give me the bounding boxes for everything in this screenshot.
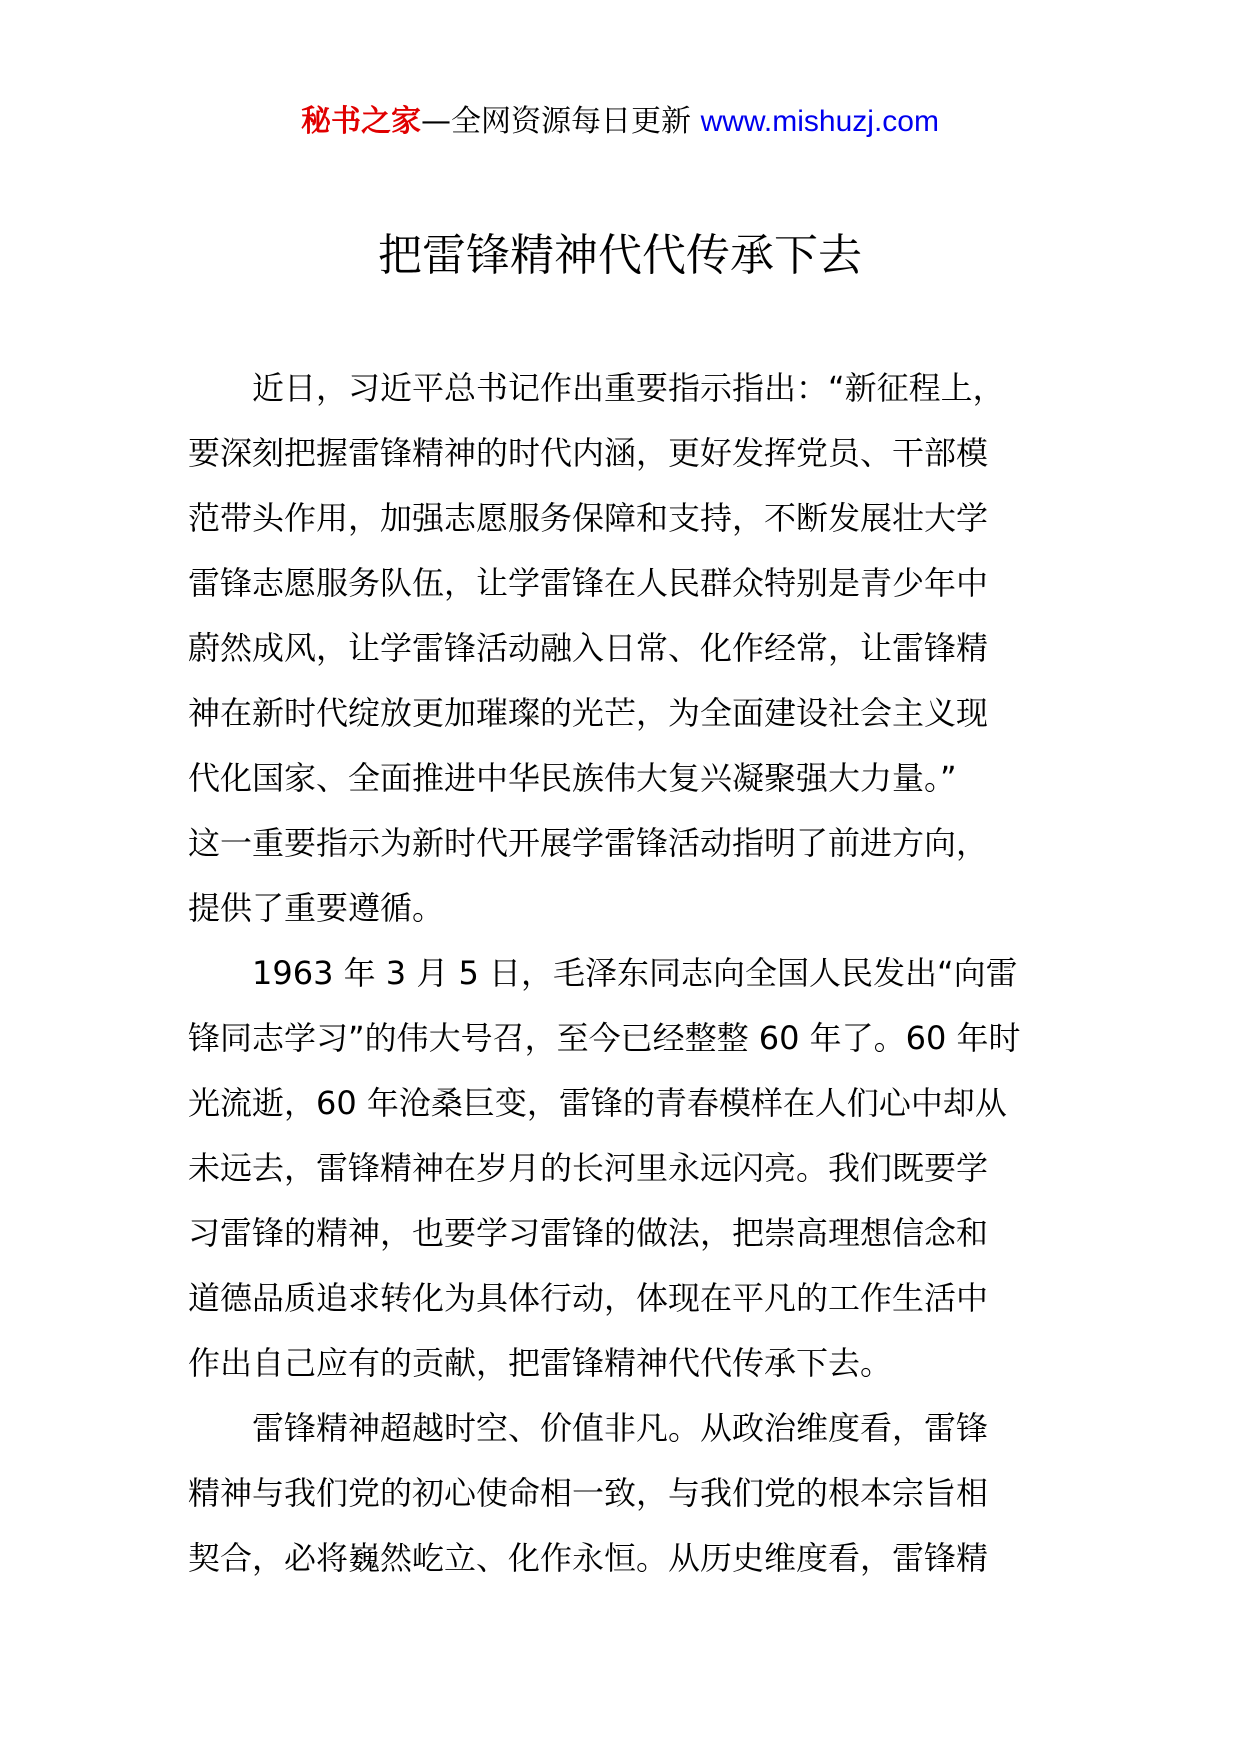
- text-line: 蔚然成风，让学雷锋活动融入日常、化作经常，让雷锋精: [188, 629, 989, 667]
- document-title: 把雷锋精神代代传承下去: [378, 230, 862, 281]
- text-line: 雷锋志愿服务队伍，让学雷锋在人民群众特别是青少年中: [188, 564, 989, 602]
- paragraph-2: [188, 941, 1068, 1396]
- text-line: 锋同志学习”的伟大号召，至今已经整整 60 年了。60 年时: [188, 1019, 1021, 1057]
- paragraph-1: [188, 356, 1068, 941]
- text-line: 精神与我们党的初心使命相一致，与我们党的根本宗旨相: [188, 1474, 989, 1512]
- text-line: 作出自己应有的贡献，把雷锋精神代代传承下去。: [188, 1344, 893, 1382]
- text-line: 光流逝，60 年沧桑巨变，雷锋的青春模样在人们心中却从: [188, 1084, 1007, 1122]
- text-line: 范带头作用，加强志愿服务保障和支持，不断发展壮大学: [188, 499, 989, 537]
- site-brand: 秘书之家: [301, 104, 422, 139]
- site-header: [0, 100, 1240, 144]
- text-line: 近日，习近平总书记作出重要指示指出：“新征程上，: [252, 369, 1005, 407]
- text-line: 1963 年 3 月 5 日，毛泽东同志向全国人民发出“向雷: [252, 954, 1018, 992]
- text-line: 这一重要指示为新时代开展学雷锋活动指明了前进方向，: [188, 824, 989, 862]
- text-line: 契合，必将巍然屹立、化作永恒。从历史维度看，雷锋精: [188, 1539, 989, 1577]
- document-body: [188, 356, 1068, 1591]
- text-line: 提供了重要遵循。: [188, 889, 445, 927]
- text-line: 雷锋精神超越时空、价值非凡。从政治维度看，雷锋: [252, 1409, 989, 1447]
- text-line: 未远去，雷锋精神在岁月的长河里永远闪亮。我们既要学: [188, 1149, 989, 1187]
- text-line: 习雷锋的精神，也要学习雷锋的做法，把崇高理想信念和: [188, 1214, 989, 1252]
- text-line: 要深刻把握雷锋精神的时代内涵，更好发挥党员、干部模: [188, 434, 989, 472]
- paragraph-3: [188, 1396, 1068, 1591]
- site-url-link[interactable]: www.mishuzj.com: [700, 105, 939, 138]
- site-tagline: —全网资源每日更新: [421, 104, 701, 139]
- text-line: 道德品质追求转化为具体行动，体现在平凡的工作生活中: [188, 1279, 989, 1317]
- text-line: 代化国家、全面推进中华民族伟大复兴凝聚强大力量。”: [188, 759, 957, 797]
- text-line: 神在新时代绽放更加璀璨的光芒，为全面建设社会主义现: [188, 694, 989, 732]
